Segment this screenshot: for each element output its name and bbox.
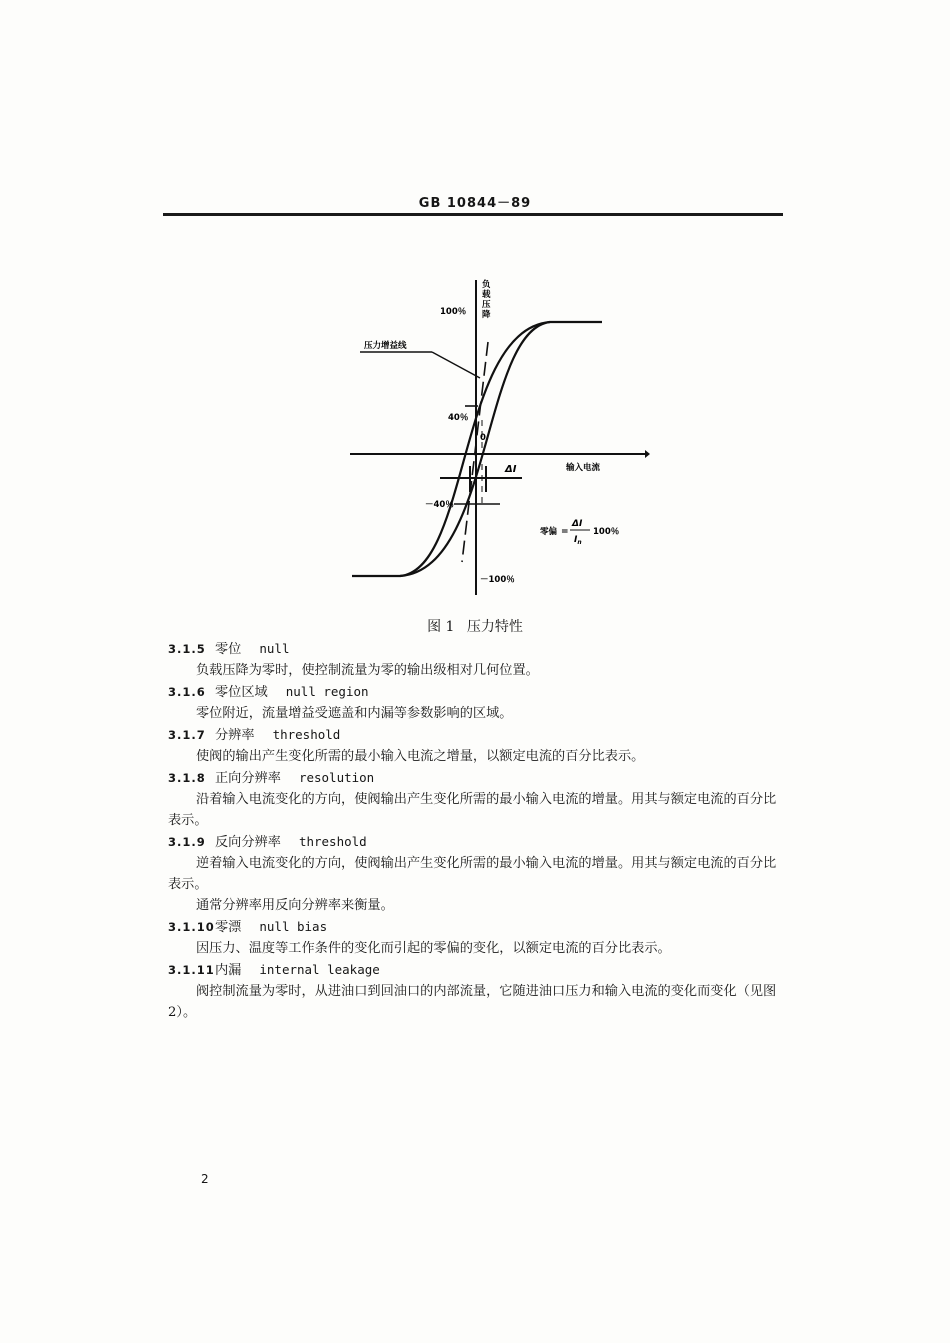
label-zero: 0 bbox=[480, 433, 486, 443]
label-100-negative: －100％ bbox=[480, 575, 515, 585]
clause-3-1-6 bbox=[168, 681, 788, 724]
header-rule bbox=[163, 213, 783, 216]
formula-denominator-sub: n bbox=[577, 539, 582, 546]
clause-number: 3.1.8 bbox=[168, 771, 206, 785]
clause-number: 3.1.7 bbox=[168, 728, 206, 742]
clause-number: 3.1.5 bbox=[168, 642, 206, 656]
clause-body: 沿着输入电流变化的方向，使阀输出产生变化所需的最小输入电流的增量。用其与额定电流的百分比表示。 bbox=[168, 792, 777, 828]
clause-number: 3.1.11 bbox=[168, 963, 215, 977]
clause-body: 零位附近，流量增益受遮盖和内漏等参数影响的区域。 bbox=[196, 706, 513, 721]
clause-title-zh: 零漂 bbox=[215, 920, 242, 935]
clause-3-1-11 bbox=[168, 959, 788, 1023]
formula-denominator: $I_n$ bbox=[574, 535, 582, 546]
figure-caption-title: 压力特性 bbox=[466, 619, 523, 635]
formula-equals: = bbox=[561, 527, 569, 537]
clause-title-en: null bbox=[259, 641, 290, 656]
clause-3-1-9 bbox=[168, 831, 788, 916]
formula-numerator: ΔI bbox=[572, 519, 583, 529]
label-40-positive: 40％ bbox=[448, 413, 469, 423]
y-axis-title-1: 负 bbox=[482, 280, 491, 290]
clause-number: 3.1.6 bbox=[168, 685, 206, 699]
clause-number: 3.1.10 bbox=[168, 920, 215, 934]
clause-title-zh: 内漏 bbox=[215, 963, 242, 978]
clause-title-zh: 零位 bbox=[215, 642, 242, 657]
clause-title-en: threshold bbox=[298, 834, 367, 849]
clause-title-en: threshold bbox=[272, 727, 341, 742]
clause-title-en: null region bbox=[285, 684, 369, 699]
clause-3-1-10 bbox=[168, 916, 788, 959]
clause-title-zh: 正向分辨率 bbox=[215, 771, 281, 786]
label-100-positive: 100％ bbox=[440, 307, 467, 317]
y-axis-title-2: 载 bbox=[482, 290, 491, 300]
clause-body: 逆着输入电流变化的方向，使阀输出产生变化所需的最小输入电流的增量。用其与额定电流的百分比表示。 bbox=[168, 856, 777, 892]
clause-body: 负载压降为零时，使控制流量为零的输出级相对几何位置。 bbox=[196, 663, 539, 678]
clause-body: 因压力、温度等工作条件的变化而引起的零偏的变化，以额定电流的百分比表示。 bbox=[196, 941, 671, 956]
clause-title-zh: 反向分辨率 bbox=[215, 835, 281, 850]
clause-3-1-8 bbox=[168, 767, 788, 831]
figure-caption-number: 图 1 bbox=[427, 619, 455, 635]
formula-suffix: 100％ bbox=[593, 527, 620, 537]
formula-prefix: 零偏 bbox=[540, 527, 558, 537]
clause-3-1-7 bbox=[168, 724, 788, 767]
y-axis-title-4: 降 bbox=[482, 310, 491, 320]
y-axis-title-3: 压 bbox=[482, 300, 491, 310]
clause-title-en: resolution bbox=[298, 770, 375, 785]
definitions-text bbox=[168, 638, 788, 1023]
clause-body: 阀控制流量为零时，从进油口到回油口的内部流量，它随进油口压力和输入电流的变化而变化（见图2）。 bbox=[168, 984, 777, 1020]
clause-title-en: internal leakage bbox=[259, 962, 380, 977]
page-number: 2 bbox=[201, 1172, 209, 1186]
label-40-negative: －40％ bbox=[425, 500, 454, 510]
clause-title-zh: 零位区域 bbox=[215, 685, 268, 700]
pressure-gain-label: 压力增益线 bbox=[364, 341, 407, 351]
gain-label-leader bbox=[432, 352, 480, 378]
pressure-characteristic-figure bbox=[340, 270, 660, 605]
clause-title-zh: 分辨率 bbox=[215, 728, 255, 743]
x-axis-title: 输入电流 bbox=[566, 463, 601, 473]
x-axis-arrow bbox=[645, 450, 650, 458]
clause-body: 使阀的输出产生变化所需的最小输入电流之增量，以额定电流的百分比表示。 bbox=[196, 749, 645, 764]
clause-body-note: 通常分辨率用反向分辨率来衡量。 bbox=[196, 898, 394, 913]
figure-caption bbox=[0, 616, 950, 636]
standard-number-header: GB 10844－89 bbox=[418, 196, 532, 211]
clause-title-en: null bias bbox=[259, 919, 328, 934]
delta-i-label: ΔI bbox=[505, 464, 517, 475]
clause-number: 3.1.9 bbox=[168, 835, 206, 849]
clause-3-1-5 bbox=[168, 638, 788, 681]
